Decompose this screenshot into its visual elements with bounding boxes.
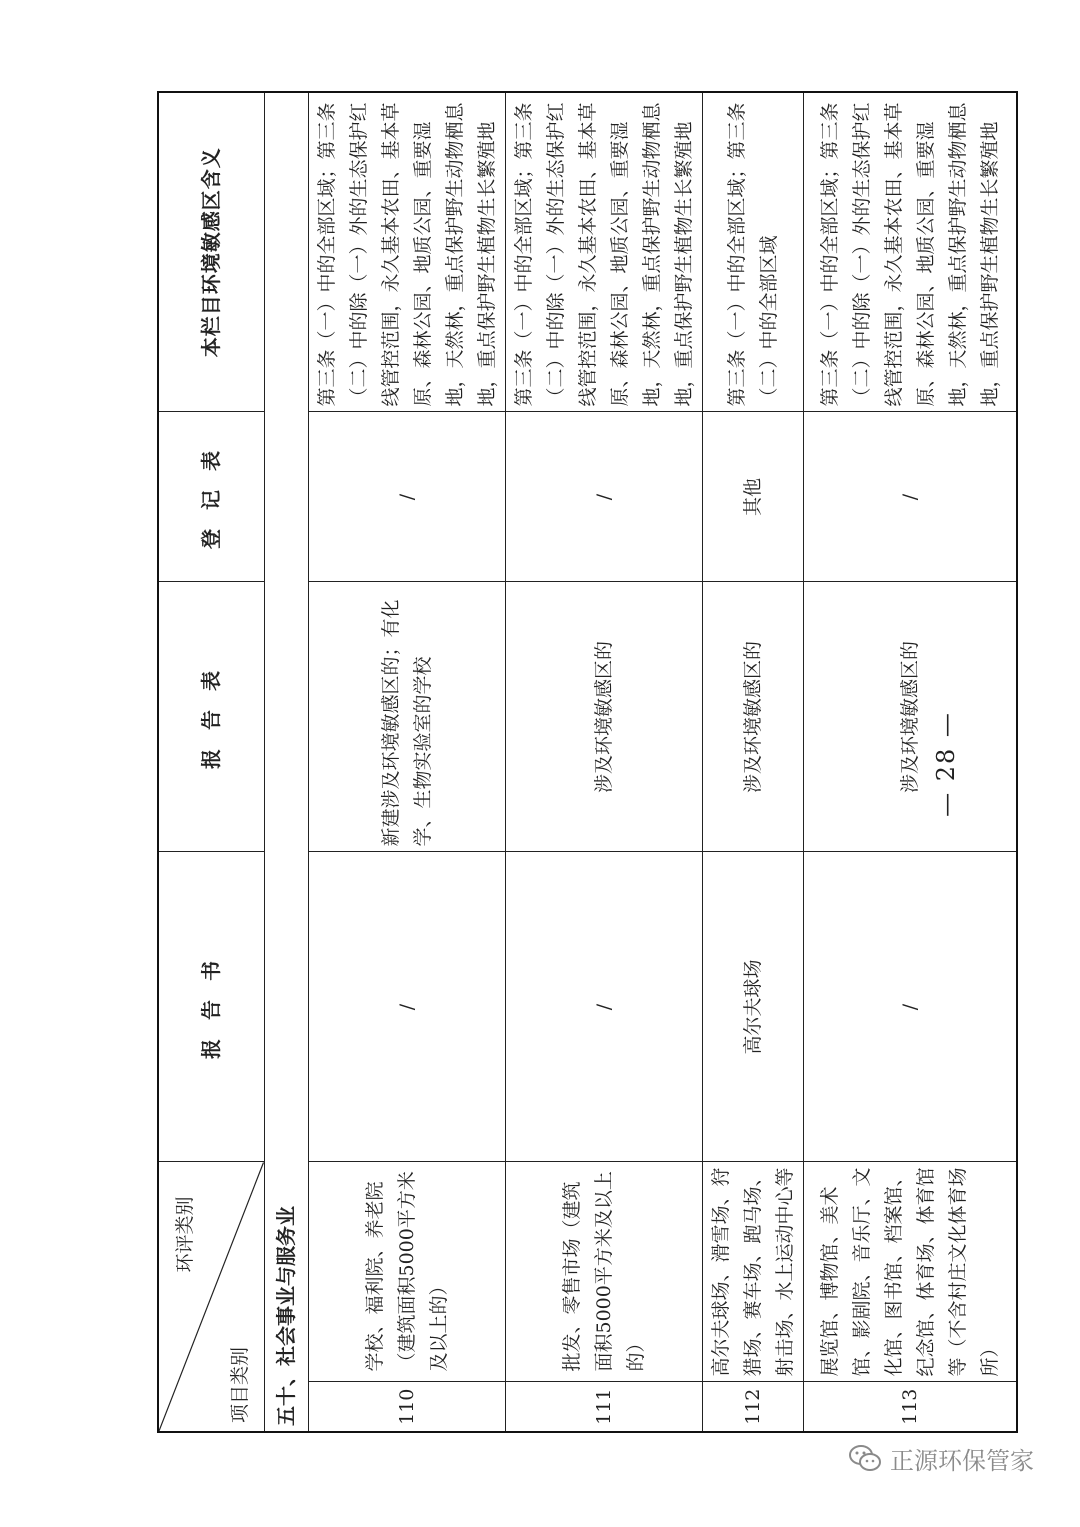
row-number: 113 xyxy=(803,1382,1017,1432)
page-number-text: — 28 — xyxy=(932,711,960,817)
sensitive-area-cell: 第三条（一）中的全部区域；第三条（二）中的除（一）外的生态保护红线管控范围，永久基本农田、基本草原、森林公园、地质公园、重要湿地，天然林，重点保护野生动物栖息地，重点保护野生植物生长繁殖地 xyxy=(803,92,1017,412)
register-cell: / xyxy=(803,412,1017,582)
project-name: 批发、零售市场（建筑面积5000平方米及以上的） xyxy=(505,1162,702,1382)
section-row xyxy=(264,92,308,1432)
report-form-cell: 涉及环境敏感区的 xyxy=(803,582,1017,852)
register-cell: / xyxy=(505,412,702,582)
register-cell: / xyxy=(308,412,505,582)
header-sensitive-area: 本栏目环境敏感区含义 xyxy=(158,92,264,412)
project-name: 高尔夫球场、滑雪场、狩猎场、赛车场、跑马场、射击场、水上运动中心等 xyxy=(702,1162,803,1382)
report-book-cell: / xyxy=(308,852,505,1162)
report-form-cell: 涉及环境敏感区的 xyxy=(505,582,702,852)
project-name: 学校、福利院、养老院（建筑面积5000平方米及以上的） xyxy=(308,1162,505,1382)
table-row xyxy=(803,92,1017,1432)
header-row xyxy=(158,92,264,1432)
report-book-cell: / xyxy=(803,852,1017,1162)
table-row xyxy=(308,92,505,1432)
header-report-form: 报 告 表 xyxy=(158,582,264,852)
project-category-label: 项目类别 xyxy=(228,1346,251,1423)
diagonal-header-cell xyxy=(158,1162,264,1432)
section-title: 五十、社会事业与服务业 xyxy=(264,92,308,1432)
rotated-table-container xyxy=(157,93,1001,1433)
eia-category-label: 环评类别 xyxy=(174,1196,196,1273)
sensitive-area-cell: 第三条（一）中的全部区域；第三条（二）中的全部区域 xyxy=(702,92,803,412)
report-form-cell: 涉及环境敏感区的 xyxy=(702,582,803,852)
report-book-cell: / xyxy=(505,852,702,1162)
watermark-text: 正源环保管家 xyxy=(890,1446,1034,1475)
wechat-icon xyxy=(848,1443,882,1473)
register-cell: 其他 xyxy=(702,412,803,582)
row-number: 111 xyxy=(505,1382,702,1432)
watermark xyxy=(848,1440,1034,1476)
report-book-cell: 高尔夫球场 xyxy=(702,852,803,1162)
page-number xyxy=(926,712,966,816)
header-report-book: 报 告 书 xyxy=(158,852,264,1162)
sensitive-area-cell: 第三条（一）中的全部区域；第三条（二）中的除（一）外的生态保护红线管控范围，永久基本农田、基本草原、森林公园、地质公园、重要湿地，天然林，重点保护野生动物栖息地，重点保护野生植物生长繁殖地 xyxy=(308,92,505,412)
row-number: 110 xyxy=(308,1382,505,1432)
table-row xyxy=(702,92,803,1432)
eia-classification-table xyxy=(157,91,1018,1433)
sensitive-area-cell: 第三条（一）中的全部区域；第三条（二）中的除（一）外的生态保护红线管控范围，永久基本农田、基本草原、森林公园、地质公园、重要湿地，天然林，重点保护野生动物栖息地，重点保护野生植物生长繁殖地 xyxy=(505,92,702,412)
report-form-cell: 新建涉及环境敏感区的；有化学、生物实验室的学校 xyxy=(308,582,505,852)
project-name: 展览馆、博物馆、美术馆、影剧院、音乐厅、文化馆、图书馆、档案馆、纪念馆、体育场、体育馆等（不含村庄文化体育场所） xyxy=(803,1162,1017,1382)
row-number: 112 xyxy=(702,1382,803,1432)
table-row xyxy=(505,92,702,1432)
header-register-form: 登 记 表 xyxy=(158,412,264,582)
